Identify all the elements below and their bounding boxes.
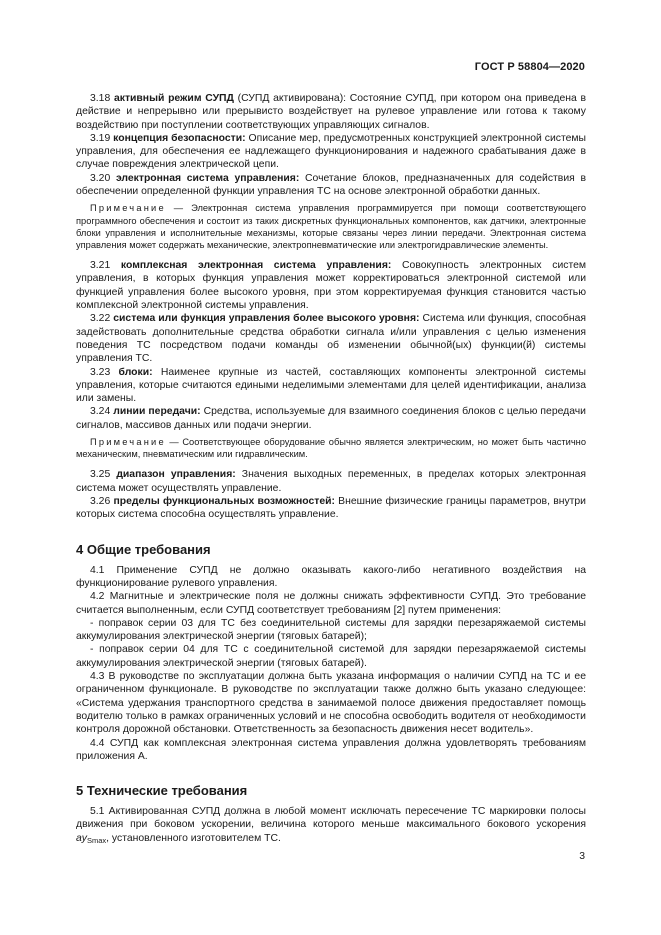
clause-4-2: 4.2 Магнитные и электрические поля не должны снижать эффективности СУПД. Это требование считается выполненным, если СУПД соответствует требованиям [2] путем применения: — [76, 591, 586, 616]
note-2 — [76, 436, 586, 460]
clause-4-1: 4.1 Применение СУПД не должно оказывать какого-либо негативного воздействия на функционирование рулевого управления. — [76, 564, 586, 589]
definition-3-23 — [76, 366, 586, 406]
definition-3-18 — [76, 92, 586, 132]
clause-4-4: 4.4 СУПД как комплексная электронная система управления должна удовлетворять требованиям приложения А. — [76, 737, 586, 762]
section-5-heading: 5 Технические требования — [76, 783, 248, 799]
definition-3-20 — [76, 172, 586, 199]
clause-number: 3.21 — [90, 260, 111, 272]
definition-text: Значения выходных переменных, в пределах которых электронная система может осуществлять управление. — [76, 469, 586, 494]
clause-number: 3.23 — [90, 366, 111, 378]
definition-3-25 — [76, 468, 586, 495]
term: активный режим СУПД — [113, 93, 234, 104]
term: комплексная электронная система управления: — [120, 260, 392, 272]
definition-3-26 — [76, 495, 586, 522]
section-4-heading: 4 Общие требования — [76, 541, 211, 557]
definition-text: (СУПД активирована): Состояние СУПД, при котором она приведена в действие и непрерывно или прерывисто воздействует на рулевое управление или готова к такому воздействию при поступлении соответствующих управляющих сигналов. — [76, 93, 586, 131]
note-label: Примечание — [90, 437, 166, 448]
definition-text: Описание мер, предусмотренных конструкцией электронной системы управления, для обеспечения ее надлежащего функционирования и надежного срабатывания даже в случае повреждения электрической цепи. — [76, 132, 587, 171]
term: электронная система управления: — [115, 172, 300, 184]
note-1 — [76, 202, 586, 251]
definition-3-19 — [76, 132, 586, 172]
clause-number: 3.20 — [90, 172, 111, 184]
term: линии передачи: — [113, 406, 201, 418]
clause-number: 3.19 — [90, 132, 111, 144]
note-text: — Соответствующее оборудование обычно является электрическим, но может быть частично механическим, пневматическим или гидравлическим. — [76, 437, 586, 460]
clause-number: 3.26 — [90, 496, 111, 508]
clause-5-1 — [76, 805, 586, 847]
definition-3-24 — [76, 405, 586, 432]
definition-3-21 — [76, 259, 586, 312]
clause-number: 3.18 — [90, 93, 111, 104]
term: диапазон управления: — [116, 469, 236, 481]
term: концепция безопасности: — [113, 132, 246, 144]
term: система или функция управления более высокого уровня: — [113, 313, 420, 325]
note-text: — Электронная система управления программируется при помощи соответствующего программного обеспечения и состоит из таких дискретных функциональных компонентов, как датчики, электронные блоки управления и исполнительные механизмы, которые связаны через линии передачи. Электронная система управления может содержать механические, электропневматические или электрогидравлические элементы. — [76, 203, 586, 250]
definition-text: Совокупность электронных систем управления, в которых функция управления может корректироваться электронной системой или функцией управления более высокого уровня, при этом корректируемая функция становится частью комплексной электронной системы управления. — [76, 260, 587, 312]
clause-text: 5.1 Активированная СУПД должна в любой момент исключать пересечение ТС маркировки полосы движения при боковом ускорении, величина которого меньше максимального бокового ускорения — [76, 806, 586, 831]
clause-4-3: 4.3 В руководстве по эксплуатации должна быть указана информация о наличии СУПД на ТС и ее ограниченном функционале. В руководстве по эксплуатации также должно быть указано следующее: «Система удержания транспортного средства в занимаемой полосе движения предоставляет помощь водителю только в рамках ограниченных условий и не способна освободить водителя от необходимости контроля дорожной обстановки. Ответственность за безопасность движения несет водитель». — [76, 671, 586, 736]
clause-text-end: , установленного изготовителем ТС. — [106, 832, 281, 844]
note-label: Примечание — [90, 203, 166, 214]
definition-text: Сочетание блоков, предназначенных для содействия в обеспечении определенной функции управления ТС на основе электронной обработки данных. — [76, 172, 586, 198]
list-item: - поправок серии 03 для ТС без соединительной системы для зарядки перезаряжаемой системы аккумулирования электрической энергии (тяговых батарей); — [76, 617, 586, 643]
document-code: ГОСТ Р 58804—2020 — [474, 61, 585, 73]
list-item: - поправок серии 04 для ТС с соединительной системой для зарядки перезаряжаемой системы аккумулирования электрической энергии (тяговых батарей). — [76, 644, 586, 669]
clause-number: 3.25 — [90, 469, 111, 481]
term: блоки: — [118, 366, 153, 378]
term: пределы функциональных возможностей: — [113, 496, 335, 508]
definition-text: Система или функция, способная задействовать дополнительные средства обработки сигнала и/или управления с целью изменения поведения ТС посредством подачи команды об изменении обычной(ых) функции(й) системы управления ТС. — [76, 313, 586, 365]
subscript: Smax — [86, 835, 107, 845]
definition-text: Наименее крупные из частей, составляющих компоненты электронной системы управления, которые считаются едиными неделимыми элементами для целей идентификации, анализа или замены. — [76, 366, 586, 405]
definition-text: Внешние физические границы параметров, внутри которых система способна осуществлять управление. — [76, 496, 586, 521]
variable: ay — [76, 832, 87, 844]
clause-number: 3.22 — [90, 313, 111, 325]
document-body — [76, 92, 586, 847]
definition-text: Средства, используемые для взаимного соединения блоков с целью передачи сигналов, массивов данных или подачи энергии. — [76, 406, 586, 431]
page-number: 3 — [579, 851, 585, 862]
definition-3-22 — [76, 312, 586, 365]
clause-number: 3.24 — [90, 406, 111, 418]
